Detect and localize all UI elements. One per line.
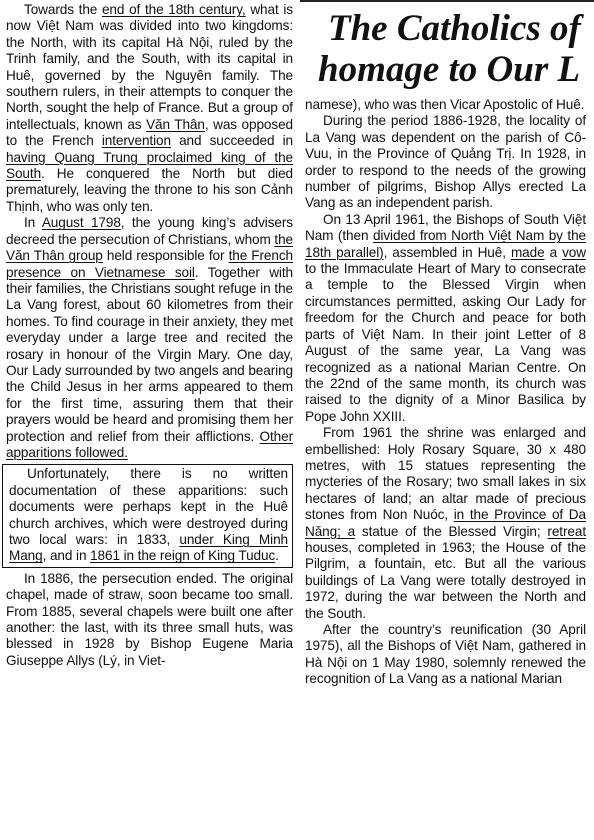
text-run: , the young king’s advisers decreed the persecution of Christians, whom [6,215,293,247]
paragraph [6,571,293,669]
text-run: , assembled in Huê, [383,244,511,260]
text-run: to the Immaculate Heart of Mary to consecrate a temple to the Blessed Virgin when circumstances permitted, asking Our Lady for freedom for the Church and peace for both parts of Việt Nam. In their joint Letter of 8 August of the same year, La Vang was recognized as a national Marian Centre. On the 22nd of the same month, its church was raised to the dignity of a Minor Basilica by Pope John XXIII. [305,261,586,424]
underlined-text: August 1798 [41,215,121,231]
underlined-text: retreat [547,523,586,539]
underlined-text: Other apparitions followed. [6,428,293,460]
underlined-text: the Văn Thân group [6,231,293,264]
text-run: , and in [42,548,91,564]
text-run: and succeeded in [170,133,293,149]
text-run: After the country’s reunification (30 April 1975), all the Bishops of Việt Nam, gathered in Hà Nội on 1 May 1980, solemnly renewed the recognition of La Vang as a national Marian [305,622,586,687]
text-run: a [544,244,563,260]
text-run: what is now Việt Nam was divided into two kingdoms: the North, with its capital Hà Nội, ruled by the Trinh family, and the South, with its capital in Huê, governed by the Nguyên family. The southern rulers, in their attempts to conquer the North, sought the help of France. But a group of intellectuals, known as [6,2,293,132]
underlined-text: Văn Thân [146,116,205,132]
underlined-text: having Quang Trung proclaimed king of the South [6,149,293,182]
text-run: From 1961 the shrine was enlarged and embellished: Holy Rosary Square, 30 x 480 metres, with 15 statues representing the mycteries of the Rosary; two small lakes in six hectares of land; an altar made of precious stones from Non Nuóc, [305,425,586,523]
headline-line-2: homage to Our L [318,49,581,90]
underlined-text: 1861 in the reign of King Tuduc [90,548,276,564]
text-run: statue of the Blessed Virgin; [355,523,548,539]
text-run: held responsible for [102,248,229,264]
paragraph [305,97,586,113]
underlined-text: divided from North Việt Nam by the 18th parallel) [305,228,586,260]
paragraph [6,2,293,215]
paragraph [6,215,293,461]
text-run: Unfortunately, there is no written documentation of these apparitions: such documents were perhaps kept in the Huê church archives, which were destroyed during two local wars: in 1833, [9,466,288,547]
underlined-text: end of the 18th century, [101,2,246,17]
text-run: , was opposed to the French [6,116,293,149]
underlined-text: the French presence on Vietnamese soil [6,248,293,280]
left-column [6,2,293,669]
headline-line-1: The Catholics of [328,8,581,49]
text-run: In 1886, the persecution ended. The original chapel, made of straw, soon became too small. From 1885, several chapels were built one after another: the last, with its three small huts, was blessed in 1928 by Bishop Eugene Maria Giuseppe Allys (Lý, in Viet- [6,570,293,668]
header-rule [300,0,594,2]
underlined-text: intervention [101,133,171,149]
paragraph [305,622,586,688]
text-run: houses, completed in 1963; the House of the Pilgrim, a fountain, etc. But all the various buildings of La Vang were totally destroyed in 1972, during the war between the North and the South. [305,539,586,621]
text-run: . He conquered the North but died prematurely, leaving the throne to his son Cảnh Thịnh, who was only ten. [6,166,293,214]
underlined-text: made [510,244,545,260]
paragraph [305,113,586,211]
paragraph [305,425,586,622]
text-run: In [24,215,42,231]
text-run: On 13 April 1961, the Bishops of South Việt Nam (then [305,211,586,244]
text-run: . Together with their families, the Christians sought refuge in the La Vang forest, about 60 kilometres from their homes. To find courage in their anxiety, they met everyday under a large tree and recited the rosary in honour of the Virgin Mary. One day, Our Lady surrounded by two angels and bearing the Child Jesus in her arms appeared to them for the first time, assuring them that their prayers would be heard and promising them her protection and relief from their afflictions. [6,264,293,444]
text-run: . [275,548,279,564]
text-run: During the period 1886-1928, the locality of La Vang was dependent on the parish of Cô-Vuu, in the Province of Quảng Trị. In 1928, in order to respond to the needs of the growing number of pilgrims, Bishop Allys erected La Vang as an independent parish. [305,113,586,211]
paragraph [305,212,586,425]
right-column [305,97,586,688]
text-run: Towards the [24,2,102,17]
underlined-text: vow [562,244,586,260]
boxed-paragraph [2,464,293,567]
underlined-text: in the Province of Da Năng; a [305,507,586,539]
underlined-text: under King Minh Mang [9,532,288,564]
text-run: namese), who was then Vicar Apostolic of Huê. [305,97,585,112]
article-headline [312,8,594,94]
